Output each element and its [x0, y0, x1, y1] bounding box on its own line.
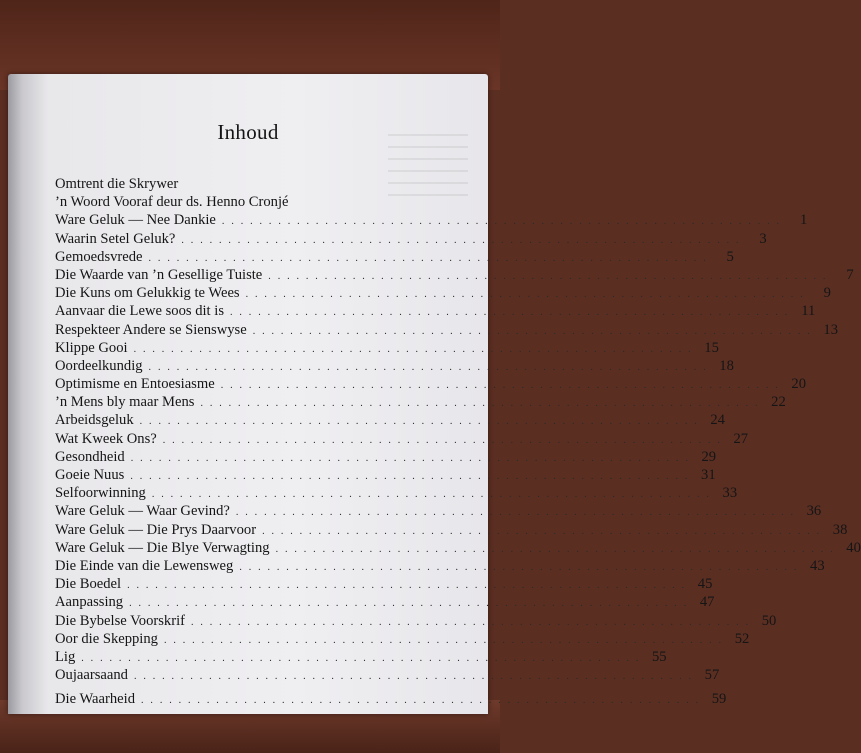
toc-entry-page-number: 22: [771, 394, 786, 411]
dot-leader: . . . . . . . . . . . . . . . . . . . . . . . . . . . . . . . . . . . . . . . . . . . . . . . . . . . . . . . . . . . .: [220, 380, 781, 392]
toc-entry-title: Optimisme en Entoesiasme: [55, 376, 215, 393]
dot-leader: . . . . . . . . . . . . . . . . . . . . . . . . . . . . . . . . . . . . . . . . . . . . . . . . . . . . . . . . . . . .: [133, 343, 693, 355]
toc-entry: [55, 467, 716, 485]
table-of-contents: [55, 176, 861, 711]
dot-leader: . . . . . . . . . . . . . . . . . . . . . . . . . . . . . . . . . . . . . . . . . . . . . . . . . . . . . . . . . . . .: [130, 471, 690, 482]
toc-entry-page-number: 11: [801, 303, 816, 320]
toc-entry: [55, 430, 749, 449]
dot-leader: . . . . . . . . . . . . . . . . . . . . . . . . . . . . . . . . . . . . . . . . . . . . . . . . . . . . . . . . . . . .: [245, 289, 805, 301]
toc-entry-title: Wat Kweek Ons?: [55, 430, 157, 447]
toc-entry-page-number: 55: [652, 648, 667, 665]
dot-leader: . . . . . . . . . . . . . . . . . . . . . . . . . . . . . . . . . . . . . . . . . . . . . . . . . . . . . . . . . . . .: [129, 598, 689, 610]
toc-entry-page-number: 9: [823, 285, 831, 302]
toc-entry: [55, 648, 667, 667]
dot-leader: . . . . . . . . . . . . . . . . . . . . . . . . . . . . . . . . . . . . . . . . . . . . . . . . . . . . . . . . . . . .: [262, 525, 822, 537]
toc-entry-page-number: 18: [719, 357, 734, 374]
page-title: Inhoud: [217, 120, 279, 144]
toc-entry-page-number: 31: [701, 467, 716, 483]
dot-leader: . . . . . . . . . . . . . . . . . . . . . . . . . . . . . . . . . . . . . . . . . . . . . . . . . . . . . . . . . . . .: [200, 398, 760, 410]
toc-entry-title: Ware Geluk — Die Blye Verwagting: [55, 539, 270, 556]
toc-preface-label: ’n Woord Vooraf deur ds. Henno Cronjé: [55, 194, 289, 211]
dot-leader: . . . . . . . . . . . . . . . . . . . . . . . . . . . . . . . . . . . . . . . . . . . . . . . . . . . . . . . . . . . .: [239, 561, 799, 573]
toc-entry: [55, 667, 720, 685]
toc-entry-page-number: 1: [799, 212, 808, 229]
toc-entry-page-number: 5: [726, 248, 734, 265]
dot-leader: . . . . . . . . . . . . . . . . . . . . . . . . . . . . . . . . . . . . . . . . . . . . . . . . . . . . . . . . . . . .: [163, 634, 724, 646]
toc-entry: [55, 357, 734, 376]
toc-entry: [55, 503, 822, 521]
toc-entry-title: Die Einde van die Lewensweg: [55, 557, 234, 574]
dot-leader: . . . . . . . . . . . . . . . . . . . . . . . . . . . . . . . . . . . . . . . . . . . . . . . . . . . . . . . . . . . .: [127, 580, 687, 592]
toc-entry-title: Ware Geluk — Waar Gevind?: [55, 503, 230, 520]
dot-leader: . . . . . . . . . . . . . . . . . . . . . . . . . . . . . . . . . . . . . . . . . . . . . . . . . . . . . . . . . . . .: [190, 616, 751, 628]
toc-entry: [55, 485, 738, 503]
toc-entry-title: Respekteer Andere se Sienswyse: [55, 321, 247, 338]
toc-entry-page-number: 45: [697, 576, 713, 593]
toc-entry: [55, 448, 717, 467]
toc-entry-title: Ware Geluk — Nee Dankie: [55, 212, 216, 229]
toc-entry-title: Selfoorwinning: [55, 485, 146, 502]
toc-preface-label: Omtrent die Skrywer: [55, 176, 179, 192]
toc-entry: [55, 557, 825, 576]
toc-entry-title: Arbeidsgeluk: [55, 412, 134, 429]
toc-entry-page-number: 50: [761, 612, 777, 629]
toc-entry-page-number: 59: [711, 691, 727, 708]
toc-entry-title: Waarin Setel Geluk?: [55, 230, 176, 247]
dot-leader: . . . . . . . . . . . . . . . . . . . . . . . . . . . . . . . . . . . . . . . . . . . . . . . . . . . . . . . . . . . .: [133, 671, 694, 683]
toc-entry: [55, 576, 713, 594]
toc-entry: [55, 630, 750, 649]
toc-entry-title: Goeie Nuus: [55, 467, 125, 483]
toc-entry-page-number: 43: [810, 557, 825, 574]
toc-entry: [55, 612, 777, 631]
toc-entry-page-number: 47: [699, 594, 715, 611]
toc-entry-title: Aanvaar die Lewe soos dit is: [55, 303, 224, 320]
toc-entry-page-number: 29: [701, 448, 717, 465]
toc-entry: [55, 539, 861, 558]
toc-entry-page-number: 27: [733, 430, 749, 447]
dot-leader: . . . . . . . . . . . . . . . . . . . . . . . . . . . . . . . . . . . . . . . . . . . . . . . . . . . . . . . . . . . .: [148, 361, 708, 373]
toc-entry-title: Klippe Gooi: [55, 339, 128, 356]
toc-entry-title: Gesondheid: [55, 448, 125, 465]
dot-leader: . . . . . . . . . . . . . . . . . . . . . . . . . . . . . . . . . . . . . . . . . . . . . . . . . . . . . . . . . . . .: [268, 270, 828, 282]
toc-entry-page-number: 33: [722, 485, 738, 502]
toc-entry-title: Die Kuns om Gelukkig te Wees: [55, 285, 240, 302]
toc-entry: [55, 248, 734, 267]
toc-entry: [55, 230, 767, 249]
dot-leader: . . . . . . . . . . . . . . . . . . . . . . . . . . . . . . . . . . . . . . . . . . . . . . . . . . . . . . . . . . . .: [81, 652, 641, 664]
toc-entry-title: Oordeelkundig: [55, 357, 143, 374]
toc-entry: [55, 521, 848, 540]
toc-entry-title: Die Bybelse Voorskrif: [55, 612, 185, 629]
toc-entry-page-number: 7: [846, 266, 854, 283]
toc-entry-title: Die Waarde van ’n Gesellige Tuiste: [55, 266, 263, 283]
toc-entry-page-number: 20: [791, 376, 807, 393]
dot-leader: . . . . . . . . . . . . . . . . . . . . . . . . . . . . . . . . . . . . . . . . . . . . . . . . . . . . . . . . . . . .: [275, 543, 835, 555]
dot-leader: . . . . . . . . . . . . . . . . . . . . . . . . . . . . . . . . . . . . . . . . . . . . . . . . . . . . . . . . . . . .: [151, 489, 712, 501]
dot-leader: . . . . . . . . . . . . . . . . . . . . . . . . . . . . . . . . . . . . . . . . . . . . . . . . . . . . . . . . . . . .: [141, 695, 701, 707]
toc-entry-page-number: 57: [704, 667, 720, 684]
dot-leader: . . . . . . . . . . . . . . . . . . . . . . . . . . . . . . . . . . . . . . . . . . . . . . . . . . . . . . . . . . . .: [230, 307, 790, 319]
toc-entry: [55, 412, 725, 430]
dot-leader: . . . . . . . . . . . . . . . . . . . . . . . . . . . . . . . . . . . . . . . . . . . . . . . . . . . . . . . . . . . .: [130, 452, 691, 464]
toc-entry-title: ’n Mens bly maar Mens: [55, 394, 195, 411]
toc-entry: [55, 321, 839, 340]
toc-entry-page-number: 52: [734, 630, 750, 647]
dot-leader: . . . . . . . . . . . . . . . . . . . . . . . . . . . . . . . . . . . . . . . . . . . . . . . . . . . . . . . . . . . .: [252, 325, 813, 337]
toc-preface-row: [55, 194, 441, 212]
toc-entry-title: Lig: [55, 648, 76, 665]
toc-entry: [55, 376, 807, 394]
toc-entry-title: Oujaarsaand: [55, 667, 128, 684]
book-page: [8, 74, 861, 714]
dot-leader: . . . . . . . . . . . . . . . . . . . . . . . . . . . . . . . . . . . . . . . . . . . . . . . . . . . . . . . . . . . .: [221, 216, 782, 228]
toc-preface-row: [55, 176, 441, 194]
toc-entry: [55, 266, 854, 285]
dot-leader: . . . . . . . . . . . . . . . . . . . . . . . . . . . . . . . . . . . . . . . . . . . . . . . . . . . . . . . . . . . .: [148, 252, 708, 264]
toc-entry-page-number: 24: [710, 412, 725, 429]
dot-leader: . . . . . . . . . . . . . . . . . . . . . . . . . . . . . . . . . . . . . . . . . . . . . . . . . . . . . . . . . . . .: [181, 234, 741, 246]
dot-leader: . . . . . . . . . . . . . . . . . . . . . . . . . . . . . . . . . . . . . . . . . . . . . . . . . . . . . . . . . . . .: [162, 434, 723, 446]
toc-entry-page-number: 3: [759, 230, 767, 247]
toc-entry-title: Ware Geluk — Die Prys Daarvoor: [55, 521, 257, 538]
toc-entry: [55, 685, 727, 711]
toc-entry: [55, 303, 816, 321]
toc-entry: [55, 394, 786, 412]
toc-entry-title: Oor die Skepping: [55, 630, 158, 647]
toc-entry-page-number: 13: [823, 321, 839, 338]
dot-leader: . . . . . . . . . . . . . . . . . . . . . . . . . . . . . . . . . . . . . . . . . . . . . . . . . . . . . . . . . . . .: [139, 416, 699, 428]
toc-entry: [55, 212, 808, 230]
toc-entry: [55, 594, 715, 612]
toc-entry-title: Die Waarheid: [55, 691, 136, 708]
toc-entry-title: Die Boedel: [55, 576, 122, 593]
toc-entry-page-number: 38: [832, 521, 848, 538]
toc-entry-page-number: 36: [806, 503, 822, 520]
dot-leader: . . . . . . . . . . . . . . . . . . . . . . . . . . . . . . . . . . . . . . . . . . . . . . . . . . . . . . . . . . . .: [235, 507, 796, 519]
toc-entry: [55, 339, 719, 358]
toc-entry-title: Aanpassing: [55, 594, 124, 611]
toc-entry: [55, 285, 831, 303]
toc-entry-title: Gemoedsvrede: [55, 248, 143, 265]
toc-entry-page-number: 40: [846, 539, 861, 556]
toc-entry-page-number: 15: [704, 339, 719, 356]
